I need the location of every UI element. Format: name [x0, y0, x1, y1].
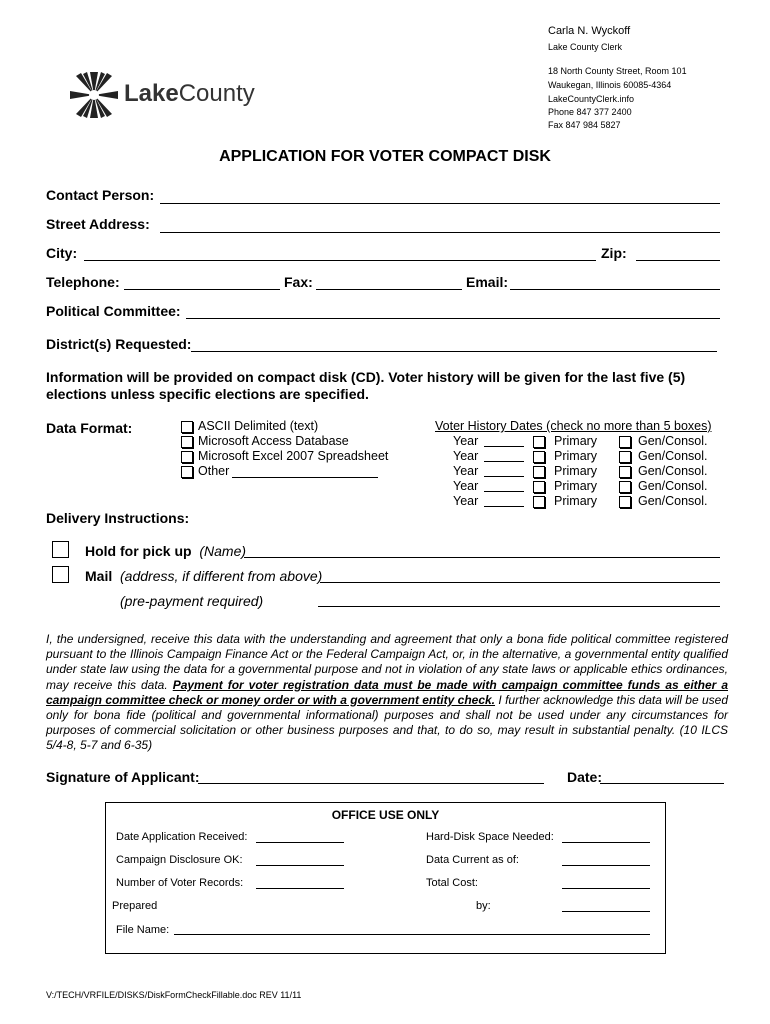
- voter-history-heading: Voter History Dates (check no more than 5 boxes): [435, 419, 712, 433]
- primary-checkbox[interactable]: [533, 451, 545, 463]
- prepay-note: (pre-payment required): [120, 593, 264, 609]
- other-field[interactable]: [232, 477, 378, 478]
- ascii-checkbox[interactable]: [181, 421, 193, 433]
- email-field[interactable]: [510, 289, 720, 290]
- other-checkbox[interactable]: [181, 466, 193, 478]
- pickup-checkbox[interactable]: [52, 541, 69, 558]
- pickup-hint: (Name): [199, 543, 247, 559]
- gen-consol-label: Gen/Consol.: [638, 464, 708, 478]
- political-committee-label: Political Committee:: [46, 303, 181, 319]
- primary-label: Primary: [554, 479, 598, 493]
- disk-space-label: Hard-Disk Space Needed:: [426, 831, 554, 843]
- campaign-ok-label: Campaign Disclosure OK:: [116, 854, 243, 866]
- primary-label: Primary: [554, 464, 598, 478]
- street-address-field[interactable]: [160, 232, 720, 233]
- signature-label: Signature of Applicant:: [46, 769, 200, 785]
- data-current-label: Data Current as of:: [426, 854, 519, 866]
- prepared-label: Prepared: [112, 900, 158, 912]
- pickup-label: Hold for pick up: [85, 543, 192, 559]
- email-label: Email:: [466, 274, 509, 290]
- gen-consol-label: Gen/Consol.: [638, 434, 708, 448]
- legal-text-2: I further acknowledge this data will be used only for bona fide (political and governmental informational) purposes and shall not be used under any circumstances for purposes of commercial solicitation or other business purposes and that, to do so, may result in substantial penalty. (10 ILCS 5/4-8, 5-7 and 6-35): [46, 692, 728, 753]
- legal-payment-notice: Payment for voter registration data must be made with campaign committee funds as either a campaign committee check or money order or with a government entity check.: [46, 677, 728, 707]
- pickup-name-field[interactable]: [244, 557, 720, 558]
- year-label: Year: [453, 494, 479, 508]
- mail-checkbox[interactable]: [52, 566, 69, 583]
- gen-consol-checkbox[interactable]: [619, 496, 631, 508]
- districts-label: District(s) Requested:: [46, 336, 192, 352]
- prepared-by-field[interactable]: [562, 911, 650, 912]
- primary-label: Primary: [554, 494, 598, 508]
- page-title: APPLICATION FOR VOTER COMPACT DISK: [219, 148, 551, 165]
- districts-field[interactable]: [191, 351, 717, 352]
- excel-option-label: Microsoft Excel 2007 Spreadsheet: [198, 449, 389, 463]
- date-received-field[interactable]: [256, 842, 344, 843]
- logo-text: LakeCounty: [124, 80, 255, 107]
- city-field[interactable]: [84, 260, 596, 261]
- total-cost-field[interactable]: [562, 888, 650, 889]
- telephone-field[interactable]: [124, 289, 280, 290]
- gen-consol-checkbox[interactable]: [619, 451, 631, 463]
- gen-consol-checkbox[interactable]: [619, 466, 631, 478]
- gen-consol-label: Gen/Consol.: [638, 449, 708, 463]
- year-field[interactable]: [484, 461, 524, 462]
- gen-consol-checkbox[interactable]: [619, 481, 631, 493]
- zip-label: Zip:: [601, 245, 627, 261]
- mail-option: [85, 568, 322, 584]
- mail-hint: (address, if different from above): [120, 568, 323, 584]
- date-label: Date:: [567, 769, 603, 785]
- year-field[interactable]: [484, 446, 524, 447]
- year-field[interactable]: [484, 491, 524, 492]
- office-use-title: OFFICE USE ONLY: [331, 808, 440, 822]
- access-checkbox[interactable]: [181, 436, 193, 448]
- data-current-field[interactable]: [562, 865, 650, 866]
- campaign-ok-field[interactable]: [256, 865, 344, 866]
- clerk-name: Carla N. Wyckoff: [548, 25, 631, 37]
- primary-label: Primary: [554, 434, 598, 448]
- address-line-2: Waukegan, Illinois 60085-4364: [548, 80, 672, 90]
- address-line-1: 18 North County Street, Room 101: [548, 66, 687, 76]
- year-label: Year: [453, 464, 479, 478]
- primary-checkbox[interactable]: [533, 481, 545, 493]
- year-label: Year: [453, 434, 479, 448]
- num-records-field[interactable]: [256, 888, 344, 889]
- mail-label: Mail: [85, 568, 113, 584]
- ascii-option-label: ASCII Delimited (text): [198, 419, 319, 433]
- street-address-label: Street Address:: [46, 216, 150, 232]
- year-field[interactable]: [484, 506, 524, 507]
- sunburst-icon: [66, 70, 122, 120]
- mail-address-field[interactable]: [320, 582, 720, 583]
- website: LakeCountyClerk.info: [548, 94, 635, 104]
- disk-space-field[interactable]: [562, 842, 650, 843]
- contact-person-field[interactable]: [160, 203, 720, 204]
- excel-checkbox[interactable]: [181, 451, 193, 463]
- legal-paragraph: [46, 632, 728, 754]
- prepared-by-label: by:: [476, 900, 491, 912]
- contact-person-label: Contact Person:: [46, 187, 155, 203]
- phone: Phone 847 377 2400: [548, 107, 632, 117]
- lake-county-logo: [66, 70, 255, 125]
- file-name-label: File Name:: [116, 924, 170, 936]
- primary-label: Primary: [554, 449, 598, 463]
- telephone-label: Telephone:: [46, 274, 120, 290]
- date-field[interactable]: [600, 783, 724, 784]
- mail-address-field-2[interactable]: [318, 606, 720, 607]
- primary-checkbox[interactable]: [533, 496, 545, 508]
- delivery-label: Delivery Instructions:: [46, 510, 190, 526]
- pickup-option: [85, 543, 246, 559]
- gen-consol-label: Gen/Consol.: [638, 494, 708, 508]
- clerk-title: Lake County Clerk: [548, 42, 623, 52]
- info-text: Information will be provided on compact disk (CD). Voter history will be given for the last five (5) elections unless specific elections are specified.: [46, 369, 686, 402]
- primary-checkbox[interactable]: [533, 436, 545, 448]
- fax-label: Fax:: [284, 274, 313, 290]
- gen-consol-checkbox[interactable]: [619, 436, 631, 448]
- date-received-label: Date Application Received:: [116, 831, 248, 843]
- signature-field[interactable]: [198, 783, 544, 784]
- year-field[interactable]: [484, 476, 524, 477]
- fax-number: Fax 847 984 5827: [548, 120, 621, 130]
- access-option-label: Microsoft Access Database: [198, 434, 349, 448]
- num-records-label: Number of Voter Records:: [116, 877, 244, 889]
- legal-text-1: I, the undersigned, receive this data with the understanding and agreement that only a bona fide political committee registered pursuant to the Illinois Campaign Finance Act or the Federal Campaign Act, or, in the alternative, a governmental entity qualified under state law using the data for a governmental purpose and not in violation of any state laws or applicable ethics ordinances, may receive this data.: [46, 632, 728, 692]
- zip-field[interactable]: [636, 260, 720, 261]
- other-option-label: Other: [198, 464, 230, 478]
- year-label: Year: [453, 479, 479, 493]
- year-label: Year: [453, 449, 479, 463]
- political-committee-field[interactable]: [186, 318, 720, 319]
- city-label: City:: [46, 245, 78, 261]
- total-cost-label: Total Cost:: [426, 877, 478, 889]
- primary-checkbox[interactable]: [533, 466, 545, 478]
- footer-file-path: V:/TECH/VRFILE/DISKS/DiskFormCheckFillable.doc REV 11/11: [46, 990, 302, 1000]
- file-name-field[interactable]: [174, 934, 650, 935]
- data-format-label: Data Format:: [46, 420, 133, 436]
- fax-field[interactable]: [316, 289, 462, 290]
- gen-consol-label: Gen/Consol.: [638, 479, 708, 493]
